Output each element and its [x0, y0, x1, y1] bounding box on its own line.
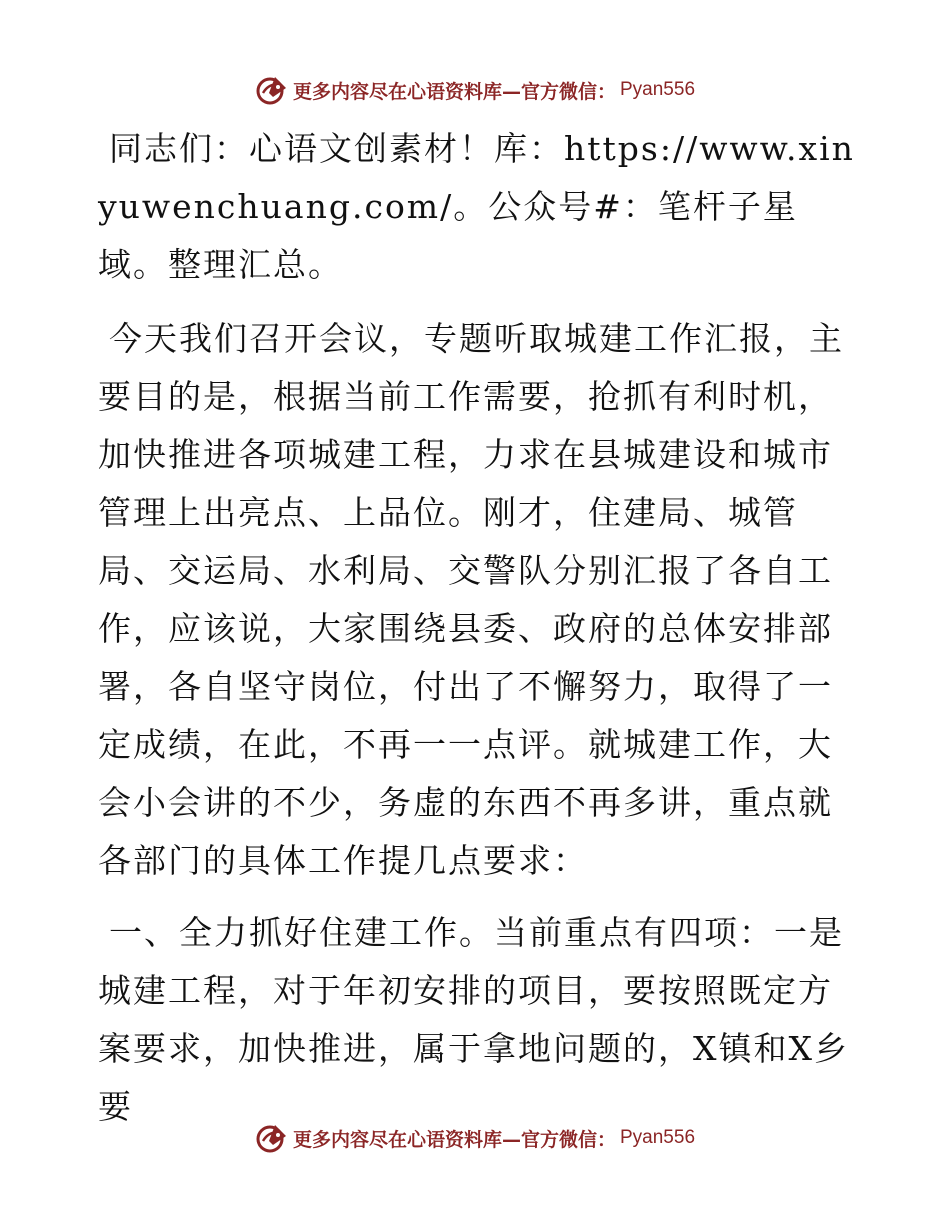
pen-logo-icon: [255, 1121, 289, 1155]
watermark-header: [0, 70, 950, 110]
paragraph-section-one: 一、全力抓好住建工作。当前重点有四项：一是城建工程，对于年初安排的项目，要按照既定方案要求，加快推进，属于拿地问题的，X镇和X乡要: [98, 913, 849, 1126]
document-body: [98, 120, 858, 1136]
paragraph-intro: 今天我们召开会议，专题听取城建工作汇报，主要目的是，根据当前工作需要，抢抓有利时机，加快推进各项城建工程，力求在县城建设和城市管理上出亮点、上品位。刚才，住建局、城管局、交运局、水利局、交警队分别汇报了各自工作，应该说，大家围绕县委、政府的总体安排部署，各自坚守岗位，付出了不懈努力，取得了一定成绩，在此，不再一一点评。就城建工作，大会小会讲的不少，务虚的东西不再多讲，重点就各部门的具体工作提几点要求：: [98, 319, 844, 880]
watermark-footer: [0, 1118, 950, 1158]
pen-logo-icon: [255, 73, 289, 107]
paragraph-greeting: 同志们：心语文创素材！库：https://www.xinyuwenchuang.com/。公众号#：笔杆子星域。整理汇总。: [98, 129, 855, 284]
watermark-wechat-id: Pyan556: [620, 1127, 696, 1148]
watermark-text: 更多内容尽在心语资料库—官方微信：: [292, 80, 616, 103]
watermark-wechat-id: Pyan556: [620, 79, 696, 100]
watermark-text: 更多内容尽在心语资料库—官方微信：: [292, 1128, 616, 1151]
